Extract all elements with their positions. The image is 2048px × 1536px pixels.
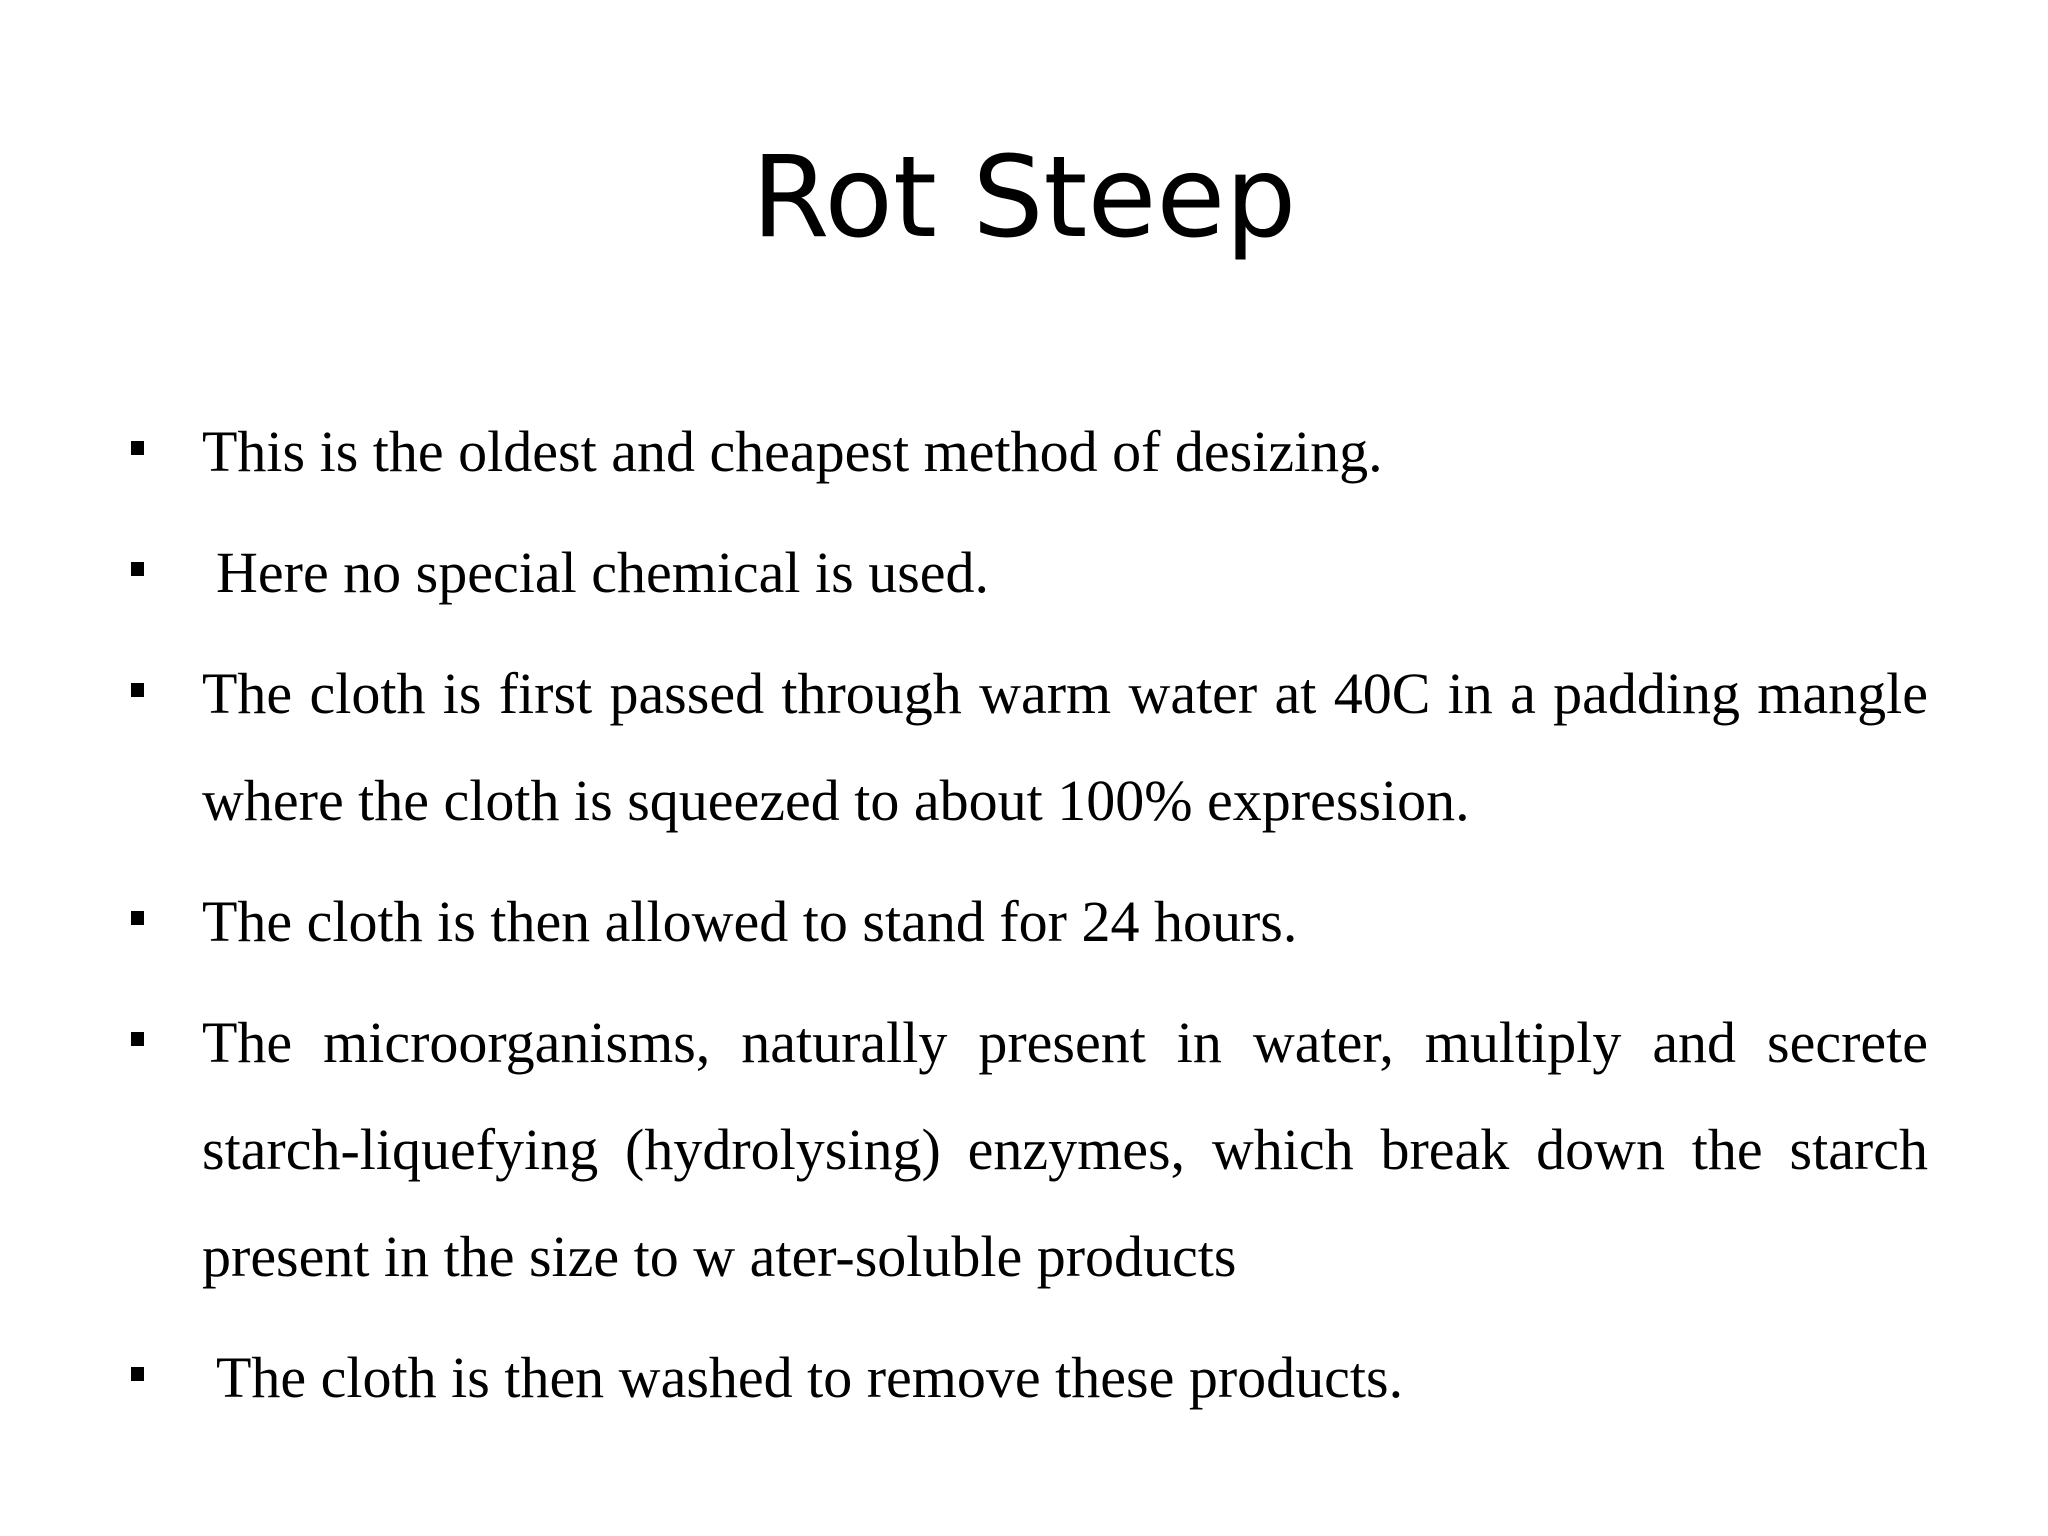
bullet-text: The microorganisms, naturally present in water, multiply and secrete starch-liquefying (hydrolysing) enzymes, which break down the starch present in the size to w ater-soluble products [202, 1010, 1928, 1289]
bullet-text: This is the oldest and cheapest method of desizing. [202, 419, 1383, 484]
bullet-text: The cloth is then allowed to stand for 24 hours. [202, 889, 1298, 954]
square-bullet-icon [131, 562, 144, 576]
bullet-text: Here no special chemical is used. [216, 540, 990, 605]
bullet-item [128, 989, 1928, 1310]
square-bullet-icon [131, 1032, 144, 1046]
square-bullet-icon [131, 911, 144, 925]
bullet-item [128, 1324, 1928, 1431]
bullet-item [128, 398, 1928, 505]
bullet-item [128, 868, 1928, 975]
bullet-list [128, 398, 1928, 1445]
bullet-text: The cloth is first passed through warm water at 40C in a padding mangle where the cloth is squeezed to about 100% expression. [202, 661, 1928, 833]
bullet-item [128, 640, 1928, 854]
square-bullet-icon [131, 441, 144, 455]
slide-title: Rot Steep [751, 133, 1297, 263]
square-bullet-icon [131, 683, 144, 697]
bullet-item [128, 519, 1928, 626]
square-bullet-icon [131, 1367, 144, 1381]
bullet-text: The cloth is then washed to remove these products. [216, 1345, 1404, 1410]
